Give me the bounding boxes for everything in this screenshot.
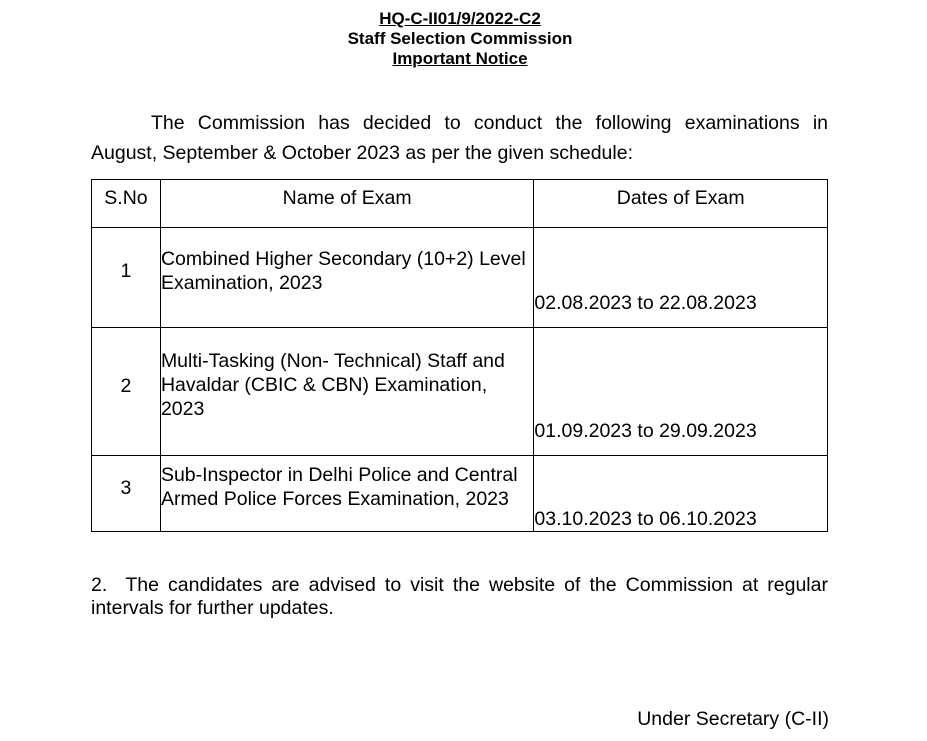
header-exam-name: Name of Exam xyxy=(160,180,533,228)
intro-text: The Commission has decided to conduct the following examinations in August, September & October 2023 as per the given schedule: xyxy=(91,112,828,164)
advisory-paragraph xyxy=(91,574,828,620)
table-row xyxy=(92,328,828,456)
row-exam-name: Combined Higher Secondary (10+2) Level Examination, 2023 xyxy=(160,228,533,328)
row-sno: 3 xyxy=(92,456,161,532)
row-exam-dates: 01.09.2023 to 29.09.2023 xyxy=(534,328,828,456)
paragraph-number: 2. xyxy=(91,574,108,596)
notice-title: Important Notice xyxy=(392,49,528,68)
signature-block xyxy=(637,707,829,731)
header-sno: S.No xyxy=(92,180,161,228)
advisory-text: The candidates are advised to visit the website of the Commission at regular intervals for further updates. xyxy=(91,574,828,619)
signatory-designation: Under Secretary (C-II) xyxy=(637,708,829,730)
reference-number: HQ-C-II01/9/2022-C2 xyxy=(379,9,541,28)
row-exam-name: Multi-Tasking (Non- Technical) Staff and Havaldar (CBIC & CBN) Examination, 2023 xyxy=(160,328,533,456)
notice-header xyxy=(0,9,920,69)
row-sno: 1 xyxy=(92,228,161,328)
exam-schedule-table xyxy=(91,179,828,532)
table-row xyxy=(92,456,828,532)
row-exam-dates: 03.10.2023 to 06.10.2023 xyxy=(534,456,828,532)
header-exam-dates: Dates of Exam xyxy=(534,180,828,228)
row-sno: 2 xyxy=(92,328,161,456)
row-exam-name: Sub-Inspector in Delhi Police and Central Armed Police Forces Examination, 2023 xyxy=(160,456,533,532)
organization-name: Staff Selection Commission xyxy=(347,29,573,48)
table-row xyxy=(92,228,828,328)
table-header-row xyxy=(92,180,828,228)
intro-paragraph xyxy=(91,108,828,168)
row-exam-dates: 02.08.2023 to 22.08.2023 xyxy=(534,228,828,328)
